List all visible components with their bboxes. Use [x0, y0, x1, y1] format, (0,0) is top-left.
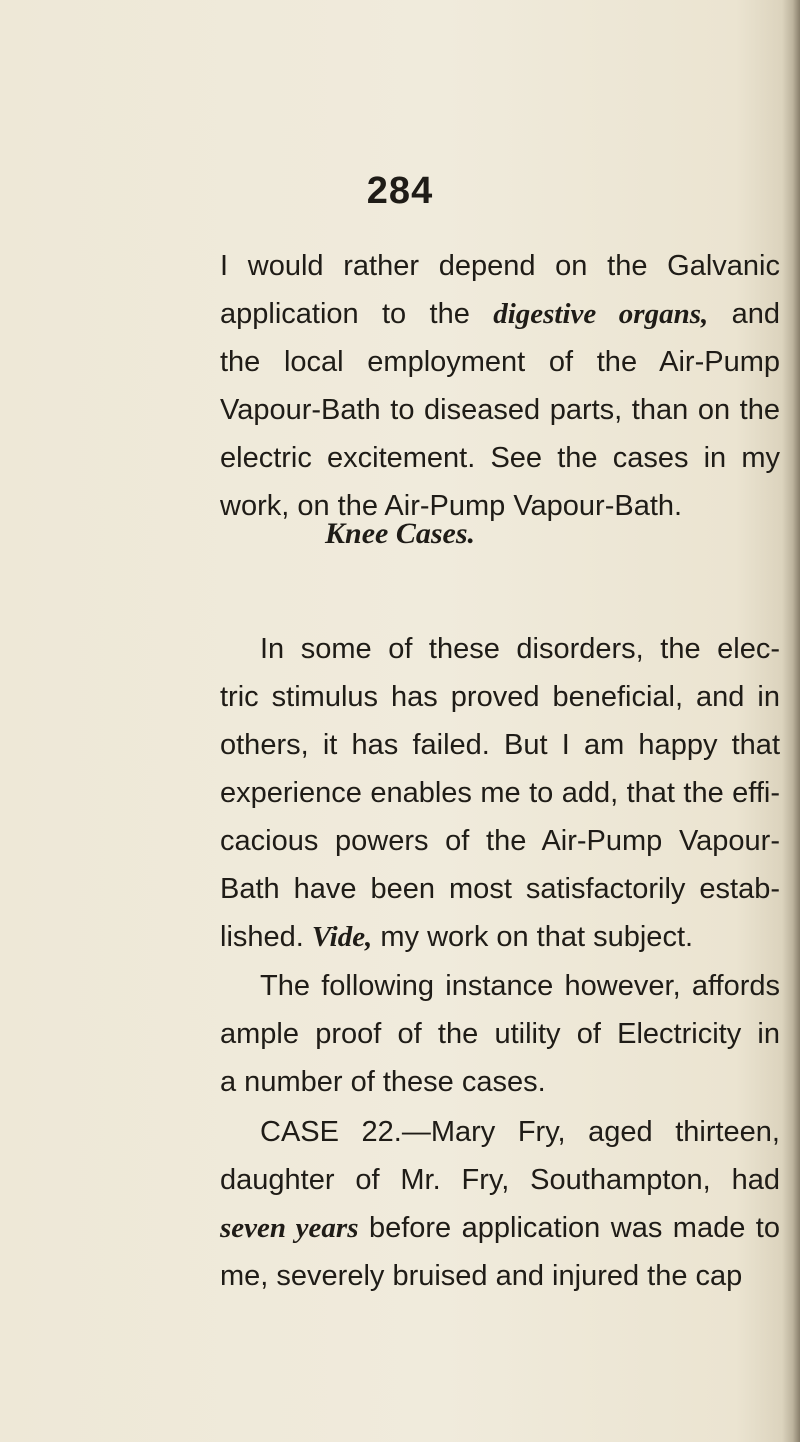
text-line: a number of these cases. [220, 1066, 546, 1098]
text-line: electric excitement. See the cases in my [220, 442, 780, 474]
text-line: Vapour-Bath to diseased parts, than on the [220, 394, 780, 426]
text-line: lished. Vide, my work on that subject. [220, 921, 694, 953]
text-line: application to the digestive organs, and [220, 298, 780, 330]
text-line: I would rather depend on the Galvanic [220, 250, 780, 282]
text-line: Bath have been most satisfactorily estab- [220, 873, 780, 905]
italic-emphasis: Vide, [311, 921, 373, 953]
paragraph-galvanic [220, 242, 780, 530]
page-edge-shadow [782, 0, 800, 1442]
page-number: 284 [366, 170, 434, 212]
text-line: In some of these disorders, the elec- [260, 633, 780, 665]
text-line: experience enables me to add, that the effi- [220, 777, 780, 809]
text-line: cacious powers of the Air-Pump Vapour- [220, 825, 780, 857]
text-line: work, on the Air-Pump Vapour-Bath. [220, 490, 683, 522]
section-heading-knee-cases: Knee Cases. [325, 517, 475, 550]
text-line: others, it has failed. But I am happy that [220, 729, 780, 761]
text-line: seven years before application was made to [220, 1212, 780, 1244]
text-line: the local employment of the Air-Pump [220, 346, 780, 378]
text-line: ample proof of the utility of Electricity in [220, 1018, 780, 1050]
text-line: The following instance however, affords [260, 970, 780, 1002]
text-line: daughter of Mr. Fry, Southampton, had [220, 1164, 780, 1196]
italic-emphasis: seven years [220, 1212, 359, 1244]
paragraph-knee-disorders [220, 625, 780, 961]
text-line: me, severely bruised and injured the cap [220, 1260, 743, 1292]
text-line: tric stimulus has proved beneficial, and in [220, 681, 780, 713]
italic-emphasis: digestive organs, [493, 298, 709, 330]
paragraph-following-instance [220, 962, 780, 1106]
paragraph-case-22 [220, 1108, 780, 1300]
text-line: CASE 22.—Mary Fry, aged thirteen, [260, 1116, 780, 1148]
